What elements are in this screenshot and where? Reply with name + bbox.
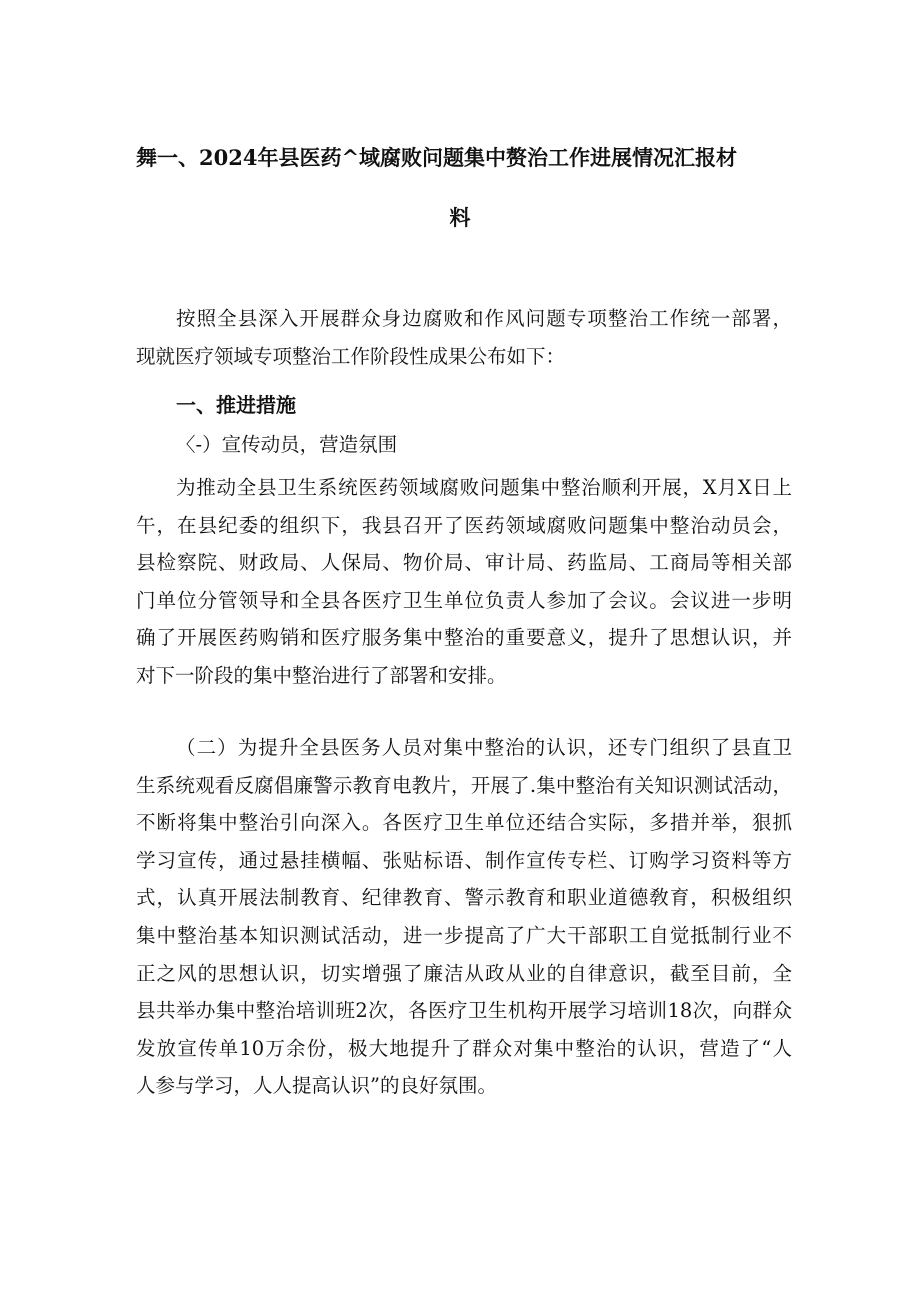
- paragraph-line: 式，认真开展法制教育、纪律教育、警示教育和职业道德敎育，积极组织: [136, 886, 792, 910]
- paragraph-line: 午，在县纪委的组织下，我县召开了医药领域腐败问题集中整治动员会，: [136, 513, 792, 537]
- paragraph-line: 不断将集中整治引向深入。各医疗卫生单位还结合实际，多措并举，狠抓: [136, 811, 792, 835]
- paragraph-line: 按照全县深入开展群众身边腐败和作风问题专项整治工作统一部署，: [176, 307, 792, 330]
- paragraph-line: （二）为提升全县医务人员对集中整治的认识，还专门组织了县直卫: [176, 736, 792, 759]
- paragraph-line: 现就医疗领域专项整治工作阶段性成果公布如下：: [136, 344, 566, 368]
- paragraph-line: 为推动全县卫生系统医药领域腐败问题集中整治顺利开展，X月X日上: [176, 476, 792, 499]
- paragraph-line: 对下一阶段的集中整治进行了部署和安排。: [136, 663, 507, 687]
- paragraph-line: 生系统观看反腐倡廉警示教育电教片，开展了.集中整治有关知识测试活动，: [136, 773, 792, 797]
- intro-paragraph: [136, 300, 792, 375]
- paragraph-line: 人参与学习，人人提高认识”的良好氛围。: [136, 1074, 497, 1098]
- paragraph-line: 县共举办集中整治培训班2次，各医疗卫生机构开展学习培训18次，向群众: [136, 999, 792, 1023]
- section-heading: 一、推进措施: [176, 393, 296, 417]
- paragraph-line: 正之风的思想认识，切实增强了廉洁从政从业的自律意识，截至目前，全: [136, 961, 792, 985]
- document-title-line-1: 舞一、2024年县医药^域腐败问题集中赘治工作进展情况汇报材: [136, 145, 738, 170]
- paragraph-2: [136, 729, 792, 1105]
- paragraph-line: 确了开展医药购销和医疗服务集中整治的重要意义，提升了思想认识，并: [136, 626, 792, 650]
- subsection-heading: 〈-）宣传动员，营造氛围: [176, 433, 398, 456]
- paragraph-line: 集中整治基本知识测试活动，进一步提高了广大干部职工自觉抵制行业不: [136, 923, 792, 947]
- paragraph-1: [136, 469, 792, 695]
- paragraph-line: 县检察院、财政局、人保局、物价局、审计局、药监局、工商局等相关部: [136, 551, 792, 575]
- document-title-line-2: 料: [449, 205, 471, 230]
- paragraph-line: 学习宣传，通过悬挂横幅、张贴标语、制作宣传专栏、订购学习资料等方: [136, 848, 792, 872]
- paragraph-line: 门单位分管领导和全县各医疗卫生单位负责人参加了会议。会议进一步明: [136, 588, 792, 612]
- paragraph-line: 发放宣传单10万余份，极大地提升了群众对集中整治的认识，营造了“人: [136, 1036, 792, 1060]
